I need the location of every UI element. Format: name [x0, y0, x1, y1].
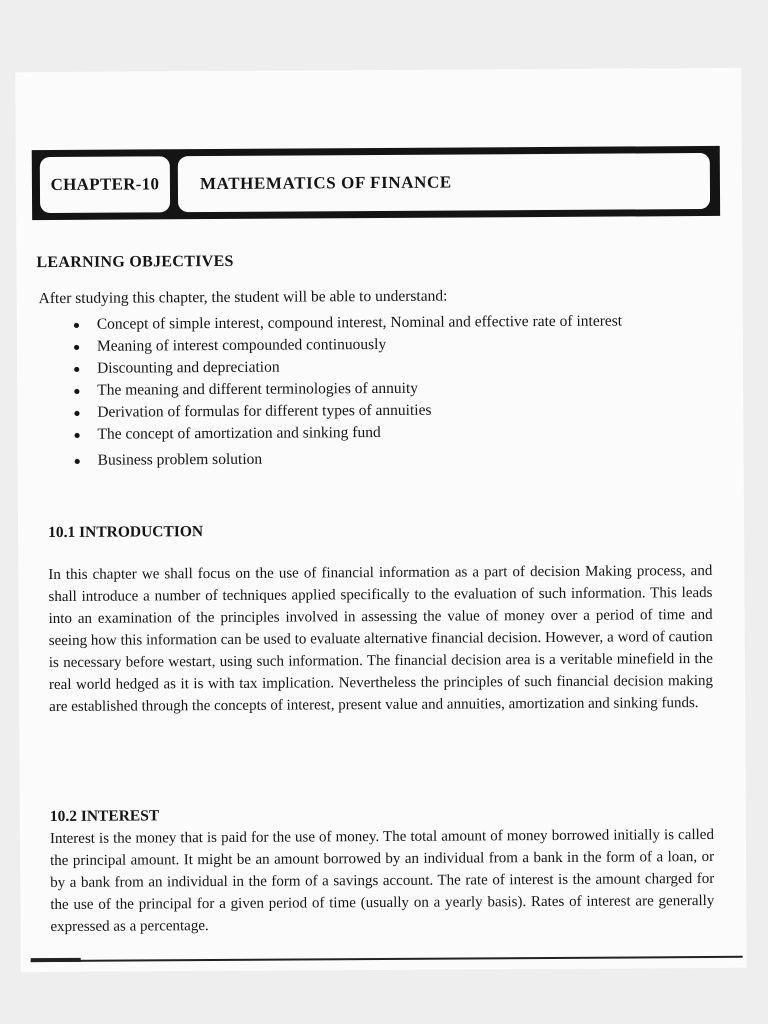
- bullet-icon: ●: [72, 317, 81, 332]
- bullet-icon: ●: [73, 405, 81, 420]
- bullet-icon: ●: [73, 453, 81, 468]
- chapter-label: CHAPTER-10: [40, 156, 170, 213]
- chapter-title: MATHEMATICS OF FINANCE: [178, 153, 710, 212]
- bottom-rule: [31, 956, 743, 962]
- list-item-text: Discounting and depreciation: [97, 358, 280, 377]
- list-item: [74, 447, 623, 472]
- list-item-text: Business problem solution: [97, 450, 263, 469]
- list-item-text: The concept of amortization and sinking fund: [97, 424, 381, 443]
- introduction-heading: 10.1 INTRODUCTION: [48, 523, 204, 542]
- learning-objectives-list: [73, 311, 623, 472]
- bullet-icon: ●: [72, 339, 81, 354]
- learning-objectives-intro: After studying this chapter, the student will be able to understand:: [38, 287, 448, 308]
- list-item-text: The meaning and different terminologies of annuity: [97, 379, 419, 399]
- list-item-text: Meaning of interest compounded continuously: [96, 335, 387, 355]
- chapter-header: [32, 146, 720, 220]
- introduction-paragraph: In this chapter we shall focus on the use of financial information as a part of decision Making process, and shall introduce a number of techniques applied specifically to the evaluation of such information. This leads into an examination of the principles involved in assessing the value of money over a period of time and seeing how this information can be used to evaluate alternative financial decision. However, a word of caution is necessary before westart, using such information. The financial decision area is a veritable minefield in the real world hedged as it is with tax implication. Nevertheless the principles of such financial decision making are established through the concepts of interest, present value and annuities, amortization and sinking funds.: [48, 562, 714, 716]
- list-item: [73, 421, 622, 446]
- list-item-text: Derivation of formulas for different types of annuities: [97, 401, 432, 421]
- interest-heading: 10.2 INTEREST: [49, 807, 160, 826]
- bullet-icon: ●: [73, 361, 81, 376]
- interest-paragraph: Interest is the money that is paid for the use of money. The total amount of money borrowed initially is called the principal amount. It might be an amount borrowed by an individual from a bank in the form of a loan, or by a bank from an individual in the form of a savings account. The rate of interest is the amount charged for the use of the principal for a given period of time (usually on a yearly basis). Rates of interest are generally expressed as a percentage.: [49, 826, 715, 936]
- list-item-text: Concept of simple interest, compound interest, Nominal and effective rate of interest: [96, 312, 623, 333]
- bullet-icon: ●: [73, 427, 81, 442]
- bullet-icon: ●: [73, 383, 81, 398]
- learning-objectives-heading: LEARNING OBJECTIVES: [36, 252, 234, 272]
- document-page: [15, 68, 746, 972]
